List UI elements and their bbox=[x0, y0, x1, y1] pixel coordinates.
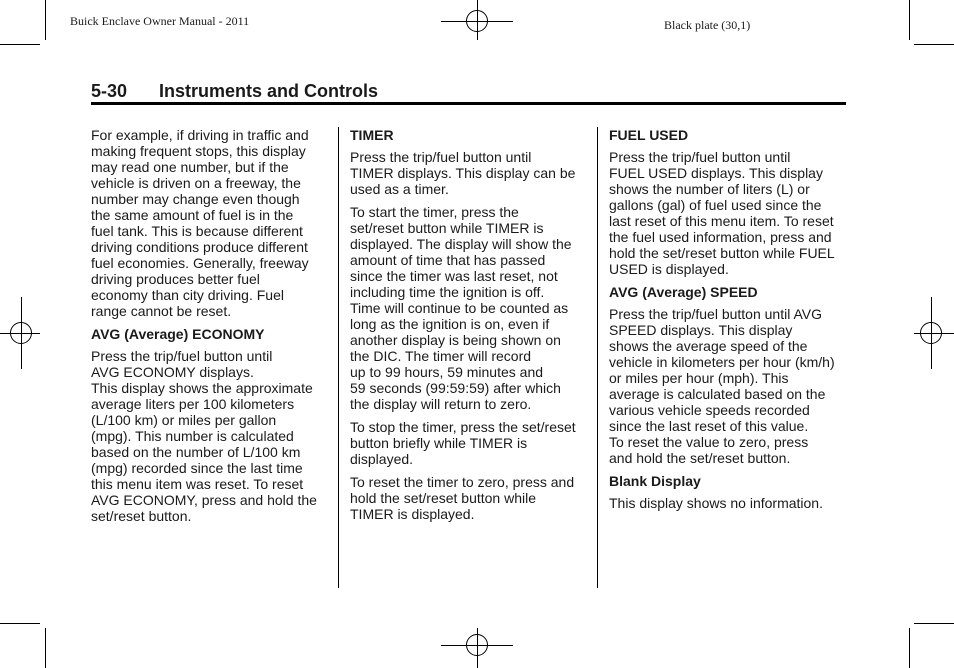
heading-blank-display: Blank Display bbox=[609, 473, 701, 489]
heading-avg-economy: AVG (Average) ECONOMY bbox=[91, 326, 265, 342]
crop-mark bbox=[0, 623, 40, 624]
crop-mark bbox=[909, 628, 910, 668]
paragraph-timer-2: To start the timer, press the set/reset button while TIMER is displayed. The display will show the amount of time that has passed since the timer was last reset, not including time the ignition is off. Time will continue to be counted as long as the ignition is on, even if another display is being shown on the DIC. The timer will record up to 99 hours, 59 minutes and 59 seconds (99:59:59) after which the display will return to zero. bbox=[350, 204, 572, 412]
column-divider bbox=[597, 127, 598, 588]
heading-avg-speed: AVG (Average) SPEED bbox=[609, 284, 758, 300]
crop-mark bbox=[914, 44, 954, 45]
paragraph-fuel-used: Press the trip/fuel button until FUEL USED displays. This display shows the number of liters (L) or gallons (gal) of fuel used since the last reset of this menu item. To reset the fuel used information, press and hold the set/reset button while FUEL USED is displayed. bbox=[609, 149, 835, 277]
column-right bbox=[609, 127, 849, 518]
running-header-title: Buick Enclave Owner Manual - 2011 bbox=[70, 14, 250, 28]
paragraph-intro: For example, if driving in traffic and making frequent stops, this display may read one number, but if the vehicle is driven on a freeway, the number may change even though the same amount of fuel is in the fuel tank. This is because different driving conditions produce different fuel economies. Generally, freeway driving produces better fuel economy than city driving. Fuel range cannot be reset. bbox=[91, 127, 309, 319]
paragraph-blank-display: This display shows no information. bbox=[609, 495, 823, 511]
crop-mark bbox=[45, 628, 46, 668]
crop-mark bbox=[909, 0, 910, 40]
page-title bbox=[91, 80, 846, 102]
paragraph-avg-economy: Press the trip/fuel button until AVG ECONOMY displays. This display shows the approximate average liters per 100 kilometers (L/100 km) or miles per gallon (mpg). This number is calculated based on the number of L/100 km (mpg) recorded since the last time this menu item was reset. To reset AVG ECONOMY, press and hold the set/reset button. bbox=[91, 348, 317, 524]
crop-mark bbox=[45, 0, 46, 40]
running-header-plate: Black plate (30,1) bbox=[664, 18, 751, 32]
paragraph-avg-speed: Press the trip/fuel button until AVG SPEED displays. This display shows the average speed of the vehicle in kilometers per hour (km/h) or miles per hour (mph). This average is calculated based on the various vehicle speeds recorded since the last reset of this value. To reset the value to zero, press and hold the set/reset button. bbox=[609, 306, 835, 466]
column-middle bbox=[350, 127, 590, 529]
heading-timer: TIMER bbox=[350, 127, 394, 143]
paragraph-timer-4: To reset the timer to zero, press and hold the set/reset button while TIMER is displayed. bbox=[350, 474, 575, 522]
paragraph-timer-3: To stop the timer, press the set/reset button briefly while TIMER is displayed. bbox=[350, 419, 576, 467]
column-left bbox=[91, 127, 329, 531]
section-title: Instruments and Controls bbox=[159, 81, 379, 101]
crop-mark bbox=[0, 44, 40, 45]
paragraph-timer-1: Press the trip/fuel button until TIMER displays. This display can be used as a timer. bbox=[350, 149, 576, 197]
title-rule bbox=[91, 102, 846, 105]
page-number: 5-30 bbox=[91, 81, 128, 101]
column-divider bbox=[338, 127, 339, 588]
heading-fuel-used: FUEL USED bbox=[609, 127, 689, 143]
crop-mark bbox=[914, 623, 954, 624]
